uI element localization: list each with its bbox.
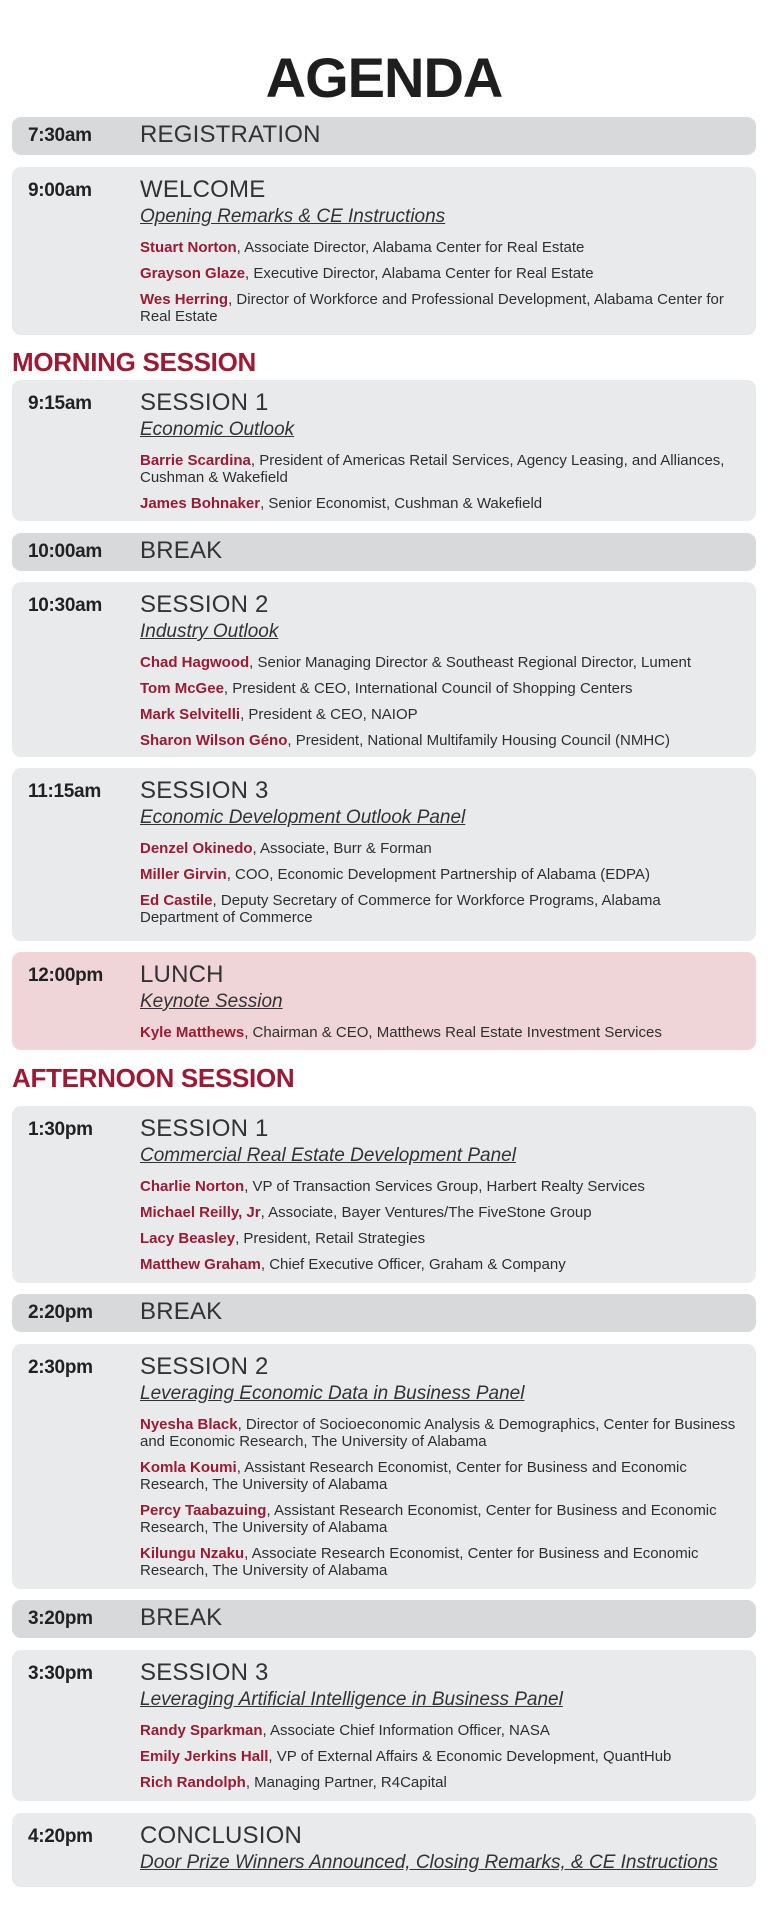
agenda-time: 9:00am [28,180,92,201]
agenda-subtitle: Leveraging Economic Data in Business Panel [140,1383,525,1404]
agenda-item-session [12,768,756,941]
speaker-role: , Associate, Burr & Forman [252,840,432,857]
speaker-role: , Associate Director, Alabama Center for Real Estate [236,239,585,256]
agenda-item-session [12,1650,756,1801]
agenda-time: 2:20pm [28,1302,93,1323]
speaker-role: , Chief Executive Officer, Graham & Company [260,1256,566,1273]
speaker [140,654,742,671]
speaker-name: Percy Taabazuing [140,1502,267,1519]
section-heading-afternoon: AFTERNOON SESSION [12,1063,295,1093]
agenda-subtitle: Leveraging Artificial Intelligence in Business Panel [140,1689,563,1710]
speaker [140,239,742,256]
agenda-item-break [12,1294,756,1332]
speaker [140,1748,742,1765]
agenda-heading: SESSION 1 [140,389,269,416]
agenda-heading: SESSION 1 [140,1115,269,1142]
speaker-name: Miller Girvin [140,866,227,883]
agenda-heading: BREAK [140,1298,223,1325]
speaker-name: Charlie Norton [140,1178,245,1195]
agenda-item-session [12,582,756,757]
speaker [140,291,742,325]
speaker-name: Lacy Beasley [140,1230,236,1247]
agenda-time: 2:30pm [28,1357,93,1378]
speaker-role: , Associate Research Economist, Center for Business and Economic Research, The University of Alabama [140,1545,699,1579]
agenda-item-break [12,1600,756,1638]
speaker-role: , President, Retail Strategies [235,1230,426,1247]
speaker-name: Matthew Graham [140,1256,261,1273]
speaker-role: , Associate, Bayer Ventures/The FiveStone Group [260,1204,592,1221]
speaker [140,1178,742,1195]
agenda-item-session [12,380,756,521]
speaker-role: , VP of External Affairs & Economic Development, QuantHub [268,1748,672,1765]
speaker-name: Emily Jerkins Hall [140,1748,269,1765]
agenda-time: 4:20pm [28,1826,93,1847]
speaker-name: Mark Selvitelli [140,706,241,723]
speaker-name: Sharon Wilson Géno [140,732,288,749]
speaker-role: , Managing Partner, R4Capital [245,1774,447,1791]
agenda-heading: SESSION 3 [140,1659,269,1686]
agenda-heading: SESSION 2 [140,591,269,618]
agenda-heading: SESSION 2 [140,1353,269,1380]
speaker-role: , VP of Transaction Services Group, Harbert Realty Services [244,1178,645,1195]
speaker [140,1545,742,1579]
agenda-subtitle: Opening Remarks & CE Instructions [140,206,446,227]
speaker-role: , Chairman & CEO, Matthews Real Estate Investment Services [244,1024,662,1041]
speaker [140,840,742,857]
speaker [140,732,742,749]
agenda-heading: BREAK [140,1604,223,1631]
speaker-role: , Executive Director, Alabama Center for Real Estate [245,265,594,282]
page-title: AGENDA [265,46,503,109]
agenda-time: 7:30am [28,125,92,146]
agenda-heading: REGISTRATION [140,121,321,148]
speaker-name: Barrie Scardina [140,452,251,469]
speaker-name: Kyle Matthews [140,1024,245,1041]
speaker-name: Rich Randolph [140,1774,246,1791]
agenda-subtitle: Economic Development Outlook Panel [140,807,466,828]
speaker-name: James Bohnaker [140,495,261,512]
agenda-time: 3:20pm [28,1608,93,1629]
speaker [140,265,742,282]
agenda-item-welcome [12,167,756,335]
agenda-heading: BREAK [140,537,223,564]
speaker-role: , Assistant Research Economist, Center for Business and Economic Research, The University of Alabama [140,1502,717,1536]
agenda-time: 3:30pm [28,1663,93,1684]
speaker [140,680,742,697]
speaker-name: Chad Hagwood [140,654,250,671]
agenda-item-break [12,533,756,571]
agenda-item-conclusion [12,1813,756,1887]
agenda-time: 10:00am [28,541,102,562]
agenda-subtitle: Commercial Real Estate Development Panel [140,1145,516,1166]
speaker-role: , Senior Managing Director & Southeast Regional Director, Lument [249,654,692,671]
speaker [140,1024,742,1041]
speaker-role: , President & CEO, International Council of Shopping Centers [223,680,633,697]
speaker [140,706,742,723]
speaker [140,1502,742,1536]
speaker-name: Stuart Norton [140,239,237,256]
speaker-role: , Director of Workforce and Professional Development, Alabama Center for Real Estate [140,291,724,325]
speaker-name: Wes Herring [140,291,229,308]
agenda-item-lunch [12,952,756,1050]
agenda-time: 1:30pm [28,1119,93,1140]
agenda-time: 11:15am [28,781,101,802]
speaker-name: Ed Castile [140,892,213,909]
agenda-item-session [12,1106,756,1283]
speaker-name: Nyesha Black [140,1416,238,1433]
speaker-role: , Deputy Secretary of Commerce for Workforce Programs, Alabama Department of Commerce [140,892,661,926]
speaker [140,892,742,926]
speaker [140,1416,742,1450]
speaker [140,1774,742,1791]
agenda-time: 9:15am [28,393,92,414]
speaker-role: , President & CEO, NAIOP [240,706,418,723]
agenda-subtitle: Economic Outlook [140,419,295,440]
agenda-subtitle: Industry Outlook [140,621,279,642]
speaker [140,1204,742,1221]
speaker-role: , Director of Socioeconomic Analysis & Demographics, Center for Business and Economic Research, The University of Alabama [140,1416,736,1450]
speaker [140,1722,742,1739]
agenda-time: 12:00pm [28,965,103,986]
agenda-heading: SESSION 3 [140,777,269,804]
speaker-role: , President of Americas Retail Services, Agency Leasing, and Alliances, Cushman & Wakefield [140,452,725,486]
agenda-heading: WELCOME [140,176,266,203]
speaker-name: Komla Koumi [140,1459,237,1476]
agenda-item-registration [12,117,756,155]
speaker-name: Michael Reilly, Jr [140,1204,261,1221]
speaker-role: , President, National Multifamily Housing Council (NMHC) [287,732,670,749]
speaker [140,1230,742,1247]
speaker-name: Randy Sparkman [140,1722,263,1739]
speaker-name: Denzel Okinedo [140,840,253,857]
agenda-time: 10:30am [28,595,102,616]
speaker-role: , Assistant Research Economist, Center for Business and Economic Research, The University of Alabama [140,1459,687,1493]
agenda-item-session [12,1344,756,1589]
section-heading-morning: MORNING SESSION [12,347,256,377]
speaker [140,1256,742,1273]
speaker-name: Tom McGee [140,680,224,697]
speaker [140,866,742,883]
agenda-heading: CONCLUSION [140,1822,303,1849]
speaker-name: Kilungu Nzaku [140,1545,245,1562]
speaker [140,452,742,486]
speaker-name: Grayson Glaze [140,265,246,282]
agenda-subtitle: Door Prize Winners Announced, Closing Remarks, & CE Instructions [140,1852,718,1873]
speaker [140,495,742,512]
speaker-role: , COO, Economic Development Partnership of Alabama (EDPA) [226,866,650,883]
speaker-role: , Senior Economist, Cushman & Wakefield [260,495,543,512]
agenda-subtitle: Keynote Session [140,991,283,1012]
speaker-role: , Associate Chief Information Officer, NASA [262,1722,550,1739]
speaker [140,1459,742,1493]
agenda-heading: LUNCH [140,961,224,988]
